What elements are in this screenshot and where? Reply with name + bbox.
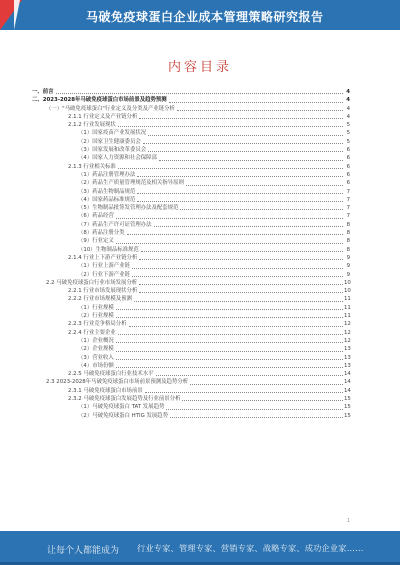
toc-leader-dots	[139, 283, 343, 285]
toc-entry-text: （1）行业规模	[78, 304, 114, 311]
toc-entry-text: （8）药品注册分类	[78, 230, 125, 237]
toc-entry-text: （1）马破免疫球蛋白 TAT 发展趋势	[78, 404, 165, 411]
toc-entry[interactable]	[32, 387, 350, 395]
toc-entry-page: 4	[346, 105, 350, 112]
toc-leader-dots	[118, 333, 343, 335]
toc-entry-text: 2.2.1 行业市场发展现状分析	[68, 288, 138, 295]
toc-leader-dots	[139, 117, 343, 119]
toc-entry[interactable]	[32, 163, 350, 171]
toc-entry-text: （2）行业规模	[78, 313, 114, 320]
toc-leader-dots	[116, 358, 343, 360]
toc-entry-text: （9）行业定义	[78, 238, 114, 245]
toc-entry[interactable]	[32, 403, 350, 411]
toc-entry[interactable]	[32, 204, 350, 212]
toc-leader-dots	[177, 109, 343, 111]
toc-entry-page: 7	[346, 196, 350, 203]
toc-entry[interactable]	[32, 370, 350, 378]
toc-entry-text: （4）市场份额	[78, 362, 114, 369]
toc-entry[interactable]	[32, 287, 350, 295]
toc-entry-page: 14	[344, 371, 351, 378]
toc-leader-dots	[182, 399, 343, 401]
toc-entry-page: 4	[346, 89, 350, 95]
toc-entry[interactable]	[32, 221, 350, 229]
toc-leader-dots	[145, 391, 343, 393]
toc-entry-page: 6	[346, 171, 350, 178]
toc-leader-dots	[139, 291, 343, 293]
toc-entry-page: 13	[344, 354, 351, 361]
toc-entry-page: 11	[344, 313, 351, 320]
footer-slogan-left: 让每个人都能成为	[47, 546, 120, 556]
toc-leader-dots	[166, 408, 343, 410]
report-title: 马破免疫球蛋白企业成本管理策略研究报告	[86, 10, 324, 24]
toc-entry-text: 2.1.4 行业上下游产业链分析	[68, 254, 138, 261]
toc-leader-dots	[56, 92, 343, 94]
toc-entry-page: 15	[344, 412, 351, 419]
toc-entry[interactable]	[32, 188, 350, 196]
toc-entry[interactable]	[32, 121, 350, 129]
toc-leader-dots	[137, 192, 343, 194]
toc-entry[interactable]	[32, 229, 350, 237]
toc-entry-page: 11	[344, 304, 351, 311]
toc-leader-dots	[170, 416, 343, 418]
toc-entry[interactable]	[32, 395, 350, 403]
toc-entry-text: 2.2.4 行业主要企业	[68, 329, 116, 336]
toc-entry[interactable]	[32, 378, 350, 386]
toc-entry[interactable]	[32, 196, 350, 204]
toc-entry-page: 7	[346, 205, 350, 212]
toc-entry-text: （7）药品生产许可证管理办法	[78, 221, 152, 228]
toc-entry[interactable]	[32, 138, 350, 146]
toc-entry-text: （4）国家人力资源和社会保障部	[78, 155, 157, 162]
toc-leader-dots	[159, 159, 343, 161]
toc-entry-page: 11	[344, 296, 351, 303]
toc-entry-page: 15	[344, 404, 351, 411]
toc-entry-text: （1）国家疫苗产业发展状况	[78, 130, 147, 137]
toc-entry-page: 4	[346, 113, 350, 120]
toc-leader-dots	[129, 325, 343, 327]
toc-entry-text: 2.1.2 行业发展现状	[68, 122, 116, 129]
toc-entry-text: （2）药品生产质量管理规范及相关指导原则	[78, 180, 184, 187]
toc-entry-page: 8	[346, 221, 350, 228]
footer-banner	[0, 531, 400, 565]
toc-leader-dots	[134, 300, 343, 302]
toc-entry-text: （4）国家药品标准规范	[78, 196, 136, 203]
toc-leader-dots	[116, 366, 343, 368]
toc-entry-text: 2.3 2023-2028年马破免疫球蛋白市场前景预测及趋势分析	[46, 379, 189, 386]
toc-entry[interactable]	[32, 129, 350, 137]
toc-entry-text: （2）企业规模	[78, 346, 114, 353]
toc-entry-page: 6	[346, 163, 350, 170]
toc-entry-text: 2.2 马破免疫球蛋白行业市场发展分析	[46, 279, 138, 286]
toc-entry-text: （3）国家发展和改革委员会	[78, 147, 147, 154]
toc-entry-text: 2.2.5 马破免疫球蛋白行业技术水平	[68, 371, 154, 378]
toc-leader-dots	[132, 267, 343, 269]
toc-entry-page: 12	[344, 337, 351, 344]
toc-entry-text: 2.1.1 行业定义及产业链分析	[68, 113, 138, 120]
toc-leader-dots	[116, 350, 343, 352]
toc-entry-text: （3）营业收入	[78, 354, 114, 361]
toc-entry-text: （5）生物制品批签发管理办法及配套规范	[78, 205, 179, 212]
toc-leader-dots	[116, 242, 343, 244]
toc-entry-page: 15	[344, 395, 351, 402]
toc-entry-page: 8	[346, 230, 350, 237]
toc-entry-page: 4	[346, 97, 350, 104]
toc-entry-text: （10）生物制品标准规范	[78, 246, 139, 253]
toc-title: 内容目录	[167, 60, 232, 75]
toc-leader-dots	[143, 142, 343, 144]
toc-entry-text: （2）国家卫生健康委员会	[78, 138, 141, 145]
toc-entry-page: 6	[346, 155, 350, 162]
footer-slogan-right: 行业专家、管理专家、营销专家、战略专家、成功企业家……	[137, 543, 364, 553]
toc-entry[interactable]	[32, 345, 350, 353]
toc-leader-dots	[127, 233, 343, 235]
toc-entry[interactable]	[32, 212, 350, 220]
toc-entry[interactable]	[32, 312, 350, 320]
toc-entry[interactable]	[32, 412, 350, 420]
toc-entry-page: 10	[344, 288, 351, 295]
header-white-stripe	[14, 0, 20, 30]
toc-entry-text: 2.1.3 行业相关标准	[68, 163, 116, 170]
toc-entry-page: 7	[346, 213, 350, 220]
toc-entry-text: 2.3.2 马破免疫球蛋白发展趋势及行业前景分析	[68, 395, 181, 402]
toc-entry-page: 5	[346, 138, 350, 145]
toc-entry-text: 一、前言	[32, 89, 54, 95]
toc-entry[interactable]	[32, 254, 350, 262]
toc-entry[interactable]	[32, 304, 350, 312]
toc-entry-page: 13	[344, 362, 351, 369]
toc-entry[interactable]	[32, 262, 350, 270]
toc-entry-text: （一）"马破免疫球蛋白"行业定义及分类及产业链分析	[46, 105, 175, 112]
toc-leader-dots	[116, 341, 343, 343]
toc-entry-text: （6）药品经营	[78, 213, 114, 220]
toc-entry-page: 9	[346, 263, 350, 270]
toc-entry[interactable]	[32, 337, 350, 345]
toc-entry-page: 14	[344, 387, 351, 394]
toc-entry[interactable]	[32, 171, 350, 179]
table-of-contents	[32, 88, 350, 420]
toc-entry-page: 12	[344, 329, 351, 336]
toc-entry[interactable]	[32, 271, 350, 279]
toc-entry[interactable]	[32, 279, 350, 287]
toc-entry[interactable]	[32, 246, 350, 254]
toc-entry[interactable]	[32, 146, 350, 154]
toc-leader-dots	[137, 175, 343, 177]
toc-entry[interactable]	[32, 179, 350, 187]
toc-leader-dots	[141, 250, 343, 252]
toc-entry-page: 8	[346, 246, 350, 253]
toc-entry-page: 9	[346, 271, 350, 278]
toc-entry-text: （3）药品生物制品规范	[78, 188, 136, 195]
toc-leader-dots	[116, 308, 343, 310]
toc-entry-page: 6	[346, 180, 350, 187]
toc-entry-text: （2）马破免疫球蛋白 HTIG 发展趋势	[78, 412, 169, 419]
toc-entry-page: 8	[346, 238, 350, 245]
toc-entry[interactable]	[32, 88, 350, 96]
toc-leader-dots	[139, 258, 343, 260]
toc-entry-text: （1）企业概况	[78, 337, 114, 344]
toc-entry[interactable]	[32, 113, 350, 121]
toc-leader-dots	[186, 184, 343, 186]
toc-leader-dots	[137, 200, 343, 202]
toc-entry-page: 13	[344, 346, 351, 353]
toc-leader-dots	[118, 167, 343, 169]
toc-entry-page: 12	[344, 321, 351, 328]
toc-leader-dots	[154, 225, 343, 227]
toc-entry[interactable]	[32, 105, 350, 113]
toc-leader-dots	[190, 383, 343, 385]
toc-leader-dots	[132, 275, 343, 277]
toc-entry-text: 二、2023-2028年马破免疫球蛋白市场前景及趋势预测	[32, 97, 167, 104]
toc-entry-text: （1）行业上游产业链	[78, 263, 130, 270]
toc-entry-text: 2.2.3 行业竞争格局分析	[68, 321, 127, 328]
toc-entry[interactable]	[32, 295, 350, 303]
toc-entry-text: （2）行业下游产业链	[78, 271, 130, 278]
toc-leader-dots	[116, 316, 343, 318]
toc-entry-page: 5	[346, 130, 350, 137]
toc-leader-dots	[169, 101, 343, 103]
toc-entry-page: 6	[346, 147, 350, 154]
toc-entry-text: 2.2.2 行业市场规模及预测	[68, 296, 132, 303]
toc-leader-dots	[180, 208, 343, 210]
toc-entry[interactable]	[32, 362, 350, 370]
toc-entry-page: 5	[346, 122, 350, 129]
toc-entry-text: 2.3.1 马破免疫球蛋白市场前景	[68, 387, 143, 394]
toc-leader-dots	[116, 217, 343, 219]
toc-entry-page: 10	[344, 279, 351, 286]
page-number: 1	[347, 518, 351, 524]
toc-entry-page: 9	[346, 254, 350, 261]
header-banner	[0, 0, 400, 30]
toc-leader-dots	[156, 374, 343, 376]
toc-entry[interactable]	[32, 320, 350, 328]
toc-leader-dots	[148, 134, 343, 136]
toc-leader-dots	[148, 150, 343, 152]
toc-entry-page: 7	[346, 188, 350, 195]
toc-entry-text: （1）药品注册管理办法	[78, 171, 136, 178]
toc-entry[interactable]	[32, 96, 350, 104]
toc-entry[interactable]	[32, 154, 350, 162]
toc-entry[interactable]	[32, 329, 350, 337]
toc-leader-dots	[118, 125, 343, 127]
toc-entry-page: 14	[344, 379, 351, 386]
toc-entry[interactable]	[32, 237, 350, 245]
toc-entry[interactable]	[32, 354, 350, 362]
